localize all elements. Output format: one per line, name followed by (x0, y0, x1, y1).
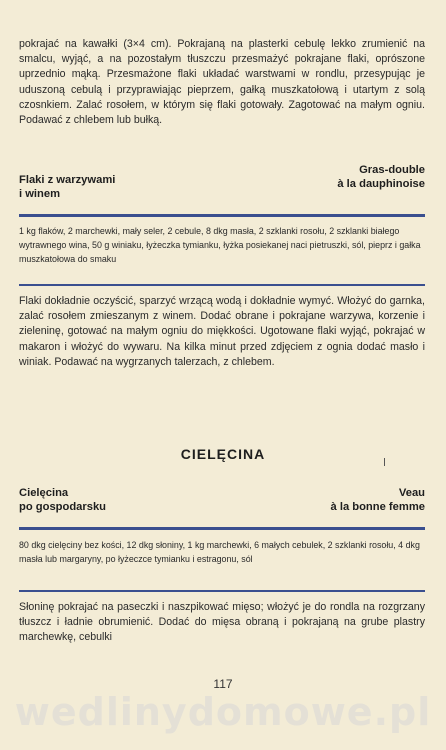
ingredients-list-recipe1: 1 kg flaków, 2 marchewki, mały seler, 2 cebule, 8 dkg masła, 2 szklanki rosołu, 2 szklanki białego wytrawnego wina, 50 g winiaku, łyżeczka tymianku, łyżka posiekanej naci pietruszki, sól, pieprz i gałka muszkatołowa do smaku (19, 226, 421, 265)
section-heading: CIELĘCINA (180, 446, 266, 462)
recipe-title-cielecina (19, 486, 425, 516)
divider-top-recipe1 (19, 214, 425, 217)
page-number: 117 (213, 677, 233, 691)
intro-paragraph: pokrajać na kawałki (3×4 cm). Pokrajaną na plasterki cebulę lekko zrumienić na smalcu, wyjąć, a na pozostałym tłuszczu przesmażyć pokrajane flaki, oprószone uprzednio mąką. Przesmażone flaki układać warstwami w rondlu, przesypując je uduszoną cebulą i przyprawiając pieprzem, gałką muszkatołową i utartym z solą czosnkiem. Zalać rosołem, w którym się flaki gotowały. Zagotować na małym ogniu. Podawać z chlebem lub bułką. (19, 38, 425, 127)
recipe-title-flaki (19, 163, 425, 203)
divider-bottom-recipe2 (19, 590, 425, 592)
recipe-title-french: Gras-double à la dauphinoise (337, 164, 425, 190)
divider-top-recipe2 (19, 527, 425, 530)
margin-mark (384, 458, 385, 466)
recipe-title-polish: Flaki z warzywami i winem (19, 174, 116, 200)
watermark: wedlinydomowe.pl (14, 690, 432, 734)
recipe-title-polish: Cielęcina po gospodarsku (19, 487, 107, 513)
method-paragraph-recipe1: Flaki dokładnie oczyścić, sparzyć wrzącą wodą i dokładnie wymyć. Włożyć do garnka, zalać rosołem zmieszanym z winem. Dodać obrane i pokrajane warzywa, korzenie i zieleninę, gotować na małym ogniu do miękkości. Ugotowane flaki wyjąć, pokrajać w makaron i włożyć do wywaru. Na kilka minut przed zdjęciem z ognia dodać masło i winiak. Podawać na wygrzanych talerzach, z chlebem. (19, 295, 425, 368)
divider-bottom-recipe1 (19, 284, 425, 286)
recipe-title-french: Veau à la bonne femme (330, 487, 425, 513)
ingredients-list-recipe2: 80 dkg cielęciny bez kości, 12 dkg słoniny, 1 kg marchewki, 6 małych cebulek, 2 szklanki rosołu, 4 dkg masła lub margaryny, po łyżeczce tymianku i estragonu, sól (19, 540, 420, 565)
method-paragraph-recipe2: Słoninę pokrajać na paseczki i naszpikować mięso; włożyć je do rondla na rozgrzany tłuszcz i ładnie obrumienić. Dodać do mięsa obraną i pokrajaną na grube plastry marchewkę, cebulki (19, 601, 425, 644)
